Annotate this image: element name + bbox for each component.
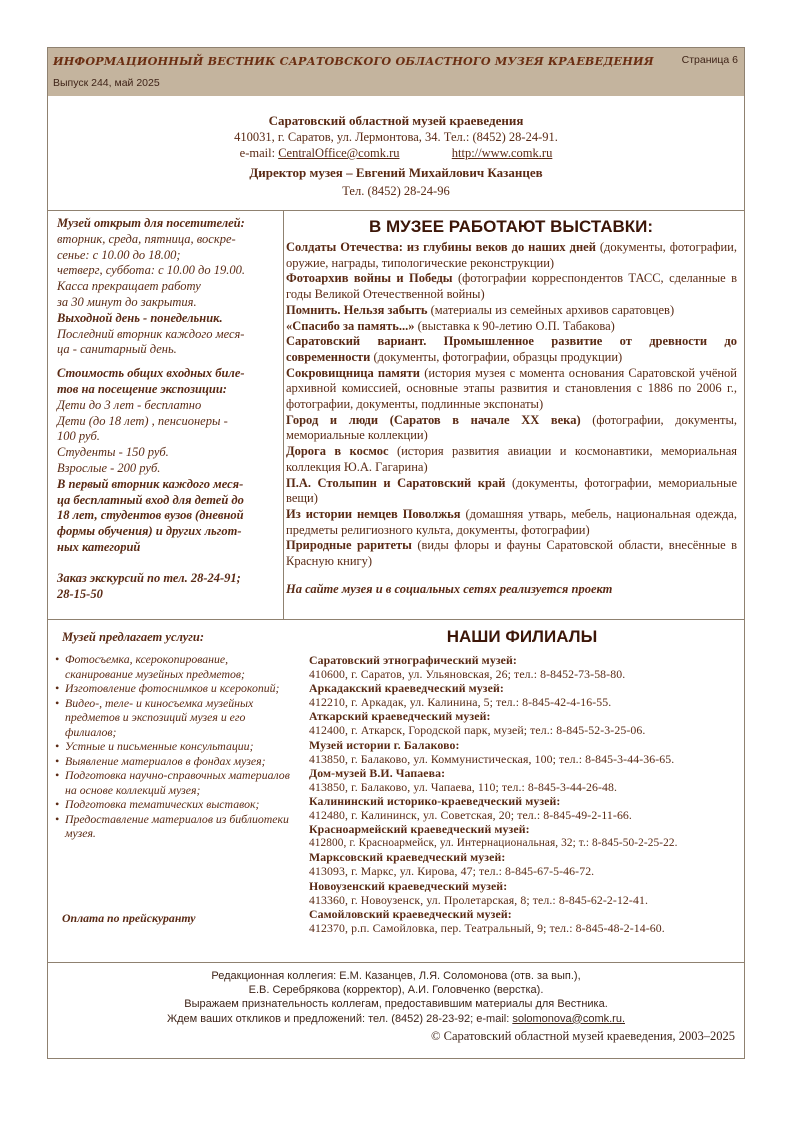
exhibition-item: «Спасибо за память...» (выставка к 90-летию О.П. Табакова) <box>286 318 615 333</box>
tours-info: Заказ экскурсий по тел. 28-24-91; <box>57 570 241 585</box>
hours-line: Касса прекращает работу <box>57 279 201 294</box>
branch-name: Аркадакский краеведческий музей: <box>309 681 504 696</box>
price-item: 100 руб. <box>57 429 100 444</box>
director-phone: Тел. (8452) 28-24-96 <box>342 184 450 198</box>
price-item: Студенты - 150 руб. <box>57 445 169 460</box>
exhibition-item: Сокровищница памяти (история музея с момента основания Саратовской учёной архивной комиссией, основные этапы развития и становления с 1886 по 2006 г., фотографии, документы, подлинные экспонаты) <box>286 365 737 412</box>
hours-line: за 30 минут до закрытия. <box>57 294 197 309</box>
museum-email-row <box>48 145 744 161</box>
divider-column <box>283 210 284 619</box>
exhibitions-footer: На сайте музея и в социальных сетях реализуется проект <box>286 581 613 596</box>
exhibition-item: Город и люди (Саратов в начале XX века) (фотографии, документы, мемориальные коллекции) <box>286 412 737 443</box>
exhibitions-heading: В МУЗЕЕ РАБОТАЮТ ВЫСТАВКИ: <box>368 217 654 236</box>
service-item: • Выявление материалов в фондах музея; <box>55 754 293 769</box>
editorial-line: Е.В. Серебрякова (корректор), А.И. Головченко (верстка). <box>248 984 544 997</box>
divider-bottom <box>48 962 744 963</box>
free-day: В первый вторник каждого меся- <box>57 476 244 491</box>
sanitary-day: Последний вторник каждого меся- <box>57 326 245 341</box>
branch-address: 413850, г. Балаково, ул. Чапаева, 110; тел.: 8-845-3-44-26-48. <box>309 779 618 794</box>
branch-name: Саратовский этнографический музей: <box>309 653 517 667</box>
services-heading: Музей предлагает услуги: <box>62 630 205 644</box>
free-day: ных категорий <box>57 539 141 554</box>
branch-name: Красноармейский краеведческий музей: <box>309 822 530 837</box>
branch-address: 413360, г. Новоузенск, ул. Пролетарская, 8; тел.: 8-845-62-2-12-41. <box>309 892 649 907</box>
branch-address: 412480, г. Калининск, ул. Советская, 20; тел.: 8-845-49-2-11-66. <box>309 808 632 823</box>
hours-line: вторник, среда, пятница, воскре- <box>57 231 236 246</box>
exhibition-item: Дорога в космос (история развития авиации и космонавтики, мемориальная коллекция Ю.А. Гагарина) <box>286 444 737 474</box>
branch-name: Аткарский краеведческий музей: <box>309 709 491 724</box>
hours-heading: Музей открыт для посетителей: <box>57 216 245 230</box>
copyright: © Саратовский областной музей краеведения, 2003–2025 <box>431 1029 735 1043</box>
newsletter-title: ИНФОРМАЦИОННЫЙ ВЕСТНИК САРАТОВСКОГО ОБЛАСТНОГО МУЗЕЯ КРАЕВЕДЕНИЯ <box>53 54 654 68</box>
exhibitions-list <box>286 240 737 597</box>
editorial-line: Выражаем признательность коллегам, предоставившим материалы для Вестника. <box>184 998 608 1011</box>
exhibition-item: Из истории немцев Поволжья (домашняя утварь, мебель, национальная одежда, предметы религиозного культа, документы, фотографии) <box>286 506 737 537</box>
day-off: Выходной день - понедельник. <box>57 310 223 325</box>
branch-address: 412400, г. Аткарск, Городской парк, музей; тел.: 8-845-52-3-25-06. <box>309 723 646 738</box>
editorial-line: Ждем ваших откликов и предложений: тел. (8452) 28-23-92; e-mail: solomonova@comk.ru. <box>166 1012 625 1025</box>
website-link[interactable]: http://www.comk.ru <box>451 146 553 160</box>
branch-name: Дом-музей В.И. Чапаева: <box>309 765 446 780</box>
branch-address: 412210, г. Аркадак, ул. Калинина, 5; тел.: 8-845-42-4-16-55. <box>309 695 612 710</box>
service-item: • Изготовление фотоснимков и ксерокопий; <box>55 681 293 696</box>
branch-address: 413093, г. Маркс, ул. Кирова, 47; тел.: 8-845-67-5-46-72. <box>309 864 595 879</box>
museum-director: Директор музея – Евгений Михайлович Казанцев <box>249 165 543 180</box>
museum-address: 410031, г. Саратов, ул. Лермонтова, 34. Тел.: (8452) 28-24-91. <box>234 130 558 144</box>
email-link[interactable]: CentralOffice@comk.ru <box>278 146 400 160</box>
service-item: • Видео-, теле- и киносъемка музейных предметов и экспозиций музея и его филиалов; <box>55 696 293 740</box>
editorial-footer <box>48 969 744 1026</box>
museum-name: Саратовский областной музей краеведения <box>268 113 524 128</box>
sanitary-day: ца - санитарный день. <box>57 342 177 357</box>
service-item: • Подготовка тематических выставок; <box>55 797 293 812</box>
tours-info: 28-15-50 <box>57 586 103 601</box>
editorial-line: Редакционная коллегия: Е.М. Казанцев, Л.Я. Соломонова (отв. за вып.), <box>211 970 581 982</box>
service-item: • Подготовка научно-справочных материалов на основе коллекций музея; <box>55 768 293 797</box>
prices-heading: Стоимость общих входных биле- <box>57 366 245 381</box>
price-item: Дети (до 18 лет) , пенсионеры - <box>57 413 228 428</box>
service-item: • Фотосъемка, ксерокопирование, сканирование музейных предметов; <box>55 652 293 681</box>
free-day: ца бесплатный вход для детей до <box>57 492 244 507</box>
exhibition-item: Фотоархив войны и Победы (фотографии корреспондентов ТАСС, сделанные в годы Великой Отечественной войны) <box>286 271 737 302</box>
branch-address: 410600, г. Саратов, ул. Ульяновская, 26; тел.: 8-8452-73-58-80. <box>309 667 626 682</box>
divider-middle <box>48 619 744 620</box>
email-label: e-mail: <box>239 146 276 160</box>
price-item: Дети до 3 лет - бесплатно <box>57 397 202 412</box>
services-list <box>55 652 293 841</box>
page-number: Страница 6 <box>681 54 738 66</box>
branch-name: Калининский историко-краеведческий музей: <box>309 793 561 808</box>
branch-name: Самойловский краеведческий музей: <box>309 906 512 921</box>
newsletter-header <box>48 48 744 96</box>
branch-address: 412800, г. Красноармейск, ул. Интернациональная, 32; т.: 8-845-50-2-25-22. <box>309 837 678 850</box>
branch-name: Новоузенский краеведческий музей: <box>309 878 508 893</box>
services-payment: Оплата по прейскуранту <box>62 911 196 925</box>
service-item: • Устные и письменные консультации; <box>55 739 293 754</box>
branches-heading: НАШИ ФИЛИАЛЫ <box>446 627 598 646</box>
exhibition-item: Природные раритеты (виды флоры и фауны Саратовской области, внесённые в Красную книгу) <box>286 538 737 569</box>
divider-top <box>48 210 744 211</box>
prices-heading: тов на посещение экспозиции: <box>57 381 227 396</box>
hours-line: сенье: с 10.00 до 18.00; <box>57 247 181 262</box>
free-day: 18 лет, студентов вузов (дневной <box>57 508 244 523</box>
visitor-info <box>57 216 283 602</box>
exhibition-item: Солдаты Отечества: из глубины веков до наших дней (документы, фотографии, оружие, награды, типологические реконструкции) <box>286 240 737 270</box>
price-item: Взрослые - 200 руб. <box>57 460 161 475</box>
exhibition-item: П.А. Столыпин и Саратовский край (документы, фотографии, мемориальные вещи) <box>286 475 737 506</box>
branch-address: 412370, р.п. Самойловка, пер. Театральный, 9; тел.: 8-845-48-2-14-60. <box>309 920 665 935</box>
issue-number: Выпуск 244, май 2025 <box>53 77 160 89</box>
footer-email-link[interactable]: solomonova@comk.ru. <box>512 1012 625 1025</box>
exhibition-item: Саратовский вариант. Промышленное развитие от древности до современности (документы, фотографии, образцы продукции) <box>286 334 737 364</box>
branch-name: Марксовский краеведческий музей: <box>309 850 506 865</box>
exhibition-item: Помнить. Нельзя забыть (материалы из семейных архивов саратовцев) <box>286 302 675 317</box>
service-item: • Предоставление материалов из библиотеки музея. <box>55 812 293 841</box>
hours-line: четверг, суббота: с 10.00 до 19.00. <box>57 263 245 278</box>
free-day: формы обучения) и других льгот- <box>57 524 242 539</box>
branch-name: Музей истории г. Балаково: <box>309 737 460 752</box>
museum-contacts <box>48 113 744 199</box>
branch-address: 413850, г. Балаково, ул. Коммунистическая, 100; тел.: 8-845-3-44-36-65. <box>309 751 675 766</box>
branches-list <box>309 653 741 935</box>
